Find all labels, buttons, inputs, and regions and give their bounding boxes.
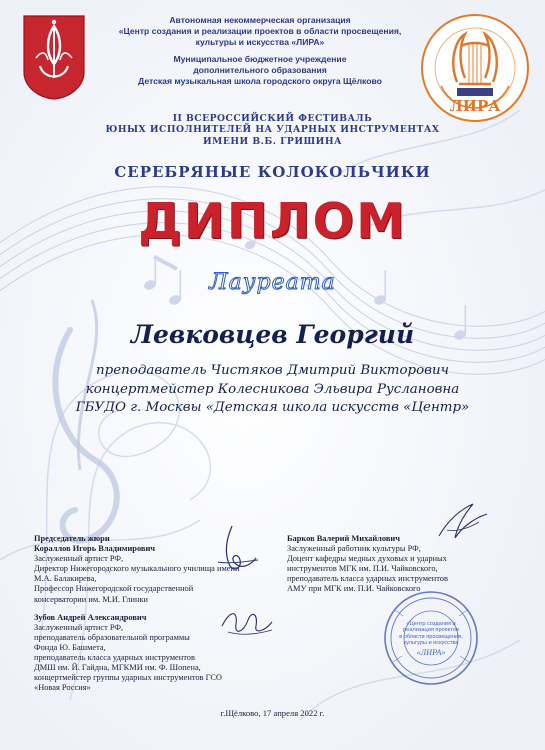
school-line: дополнительного образования bbox=[193, 64, 327, 75]
award-rank: Лауреата bbox=[209, 270, 336, 295]
signature-barkov bbox=[433, 500, 491, 542]
jury-credential: М.А. Балакирева, bbox=[34, 574, 97, 584]
jury-credential: Фонда Ю. Башмета, bbox=[34, 642, 106, 652]
jury-role: Председатель жюри bbox=[34, 534, 110, 543]
jury-credential: преподаватель класса ударных инструментов bbox=[287, 574, 448, 584]
jury-credential: Профессор Нижегородской государственной bbox=[34, 584, 194, 594]
jury-member bbox=[287, 534, 522, 595]
org-line: «Центр создания и реализации проектов в области просвещения, bbox=[118, 26, 402, 37]
org-line: Автономная некоммерческая организация bbox=[169, 15, 351, 25]
stamp-text-line: в области просвещения, bbox=[399, 633, 463, 640]
jury-credential: концертмейстер группы ударных инструментов ГСО bbox=[34, 673, 222, 683]
teacher-line: преподаватель Чистяков Дмитрий Викторович bbox=[96, 363, 449, 378]
stamp-text-line: «Центр создания и bbox=[406, 621, 456, 627]
festival-name: СЕРЕБРЯНЫЕ КОЛОКОЛЬЧИКИ bbox=[114, 163, 431, 181]
accompanist-line: концертмейстер Колесникова Эльвира Руслановна bbox=[85, 381, 460, 397]
jury-credential: Доцент кафедры медных духовых и ударных bbox=[287, 554, 447, 564]
jury-credential: «Новая Россия» bbox=[34, 683, 91, 693]
diploma-title: ДИПЛОМ bbox=[138, 193, 407, 250]
school-line: Детская музыкальная школа городского округа Щёлково bbox=[138, 76, 382, 87]
jury-name: Барков Валерий Михайлович bbox=[287, 534, 400, 543]
jury-credential: инструментов МГК им. П.И. Чайковского, bbox=[287, 564, 438, 574]
school-affiliation-line: ГБУДО г. Москвы «Детская школа искусств «Центр» bbox=[75, 400, 470, 415]
jury-credential: Заслуженный артист РФ, bbox=[34, 622, 124, 632]
stamp-text-line: реализация проектов bbox=[403, 627, 459, 634]
jury-credential: Заслуженный артист РФ, bbox=[34, 554, 124, 564]
signature-chairman bbox=[212, 522, 262, 574]
festival-title bbox=[80, 113, 465, 147]
festival-line: ЮНЫХ ИСПОЛНИТЕЛЕЙ НА УДАРНЫХ ИНСТРУМЕНТАХ bbox=[105, 124, 440, 136]
jury-credential: Директор Нижегородского музыкального училища имени bbox=[34, 564, 240, 574]
place-and-date: г.Щёлково, 17 апреля 2022 г. bbox=[220, 708, 325, 718]
jury-credential: консерватории им. М.И. Глинки bbox=[34, 594, 149, 604]
jury-name: Зубов Андрей Александрович bbox=[34, 612, 147, 622]
signature-zubov bbox=[218, 602, 276, 642]
stamp-text-line: культуры и искусства bbox=[403, 640, 459, 647]
jury-credential: АМУ при МГК им. П.И. Чайковского bbox=[287, 584, 421, 594]
jury-credential: преподаватель образовательной программы bbox=[34, 632, 190, 642]
stamp-brand: «ЛИРА» bbox=[416, 648, 446, 657]
jury-right-column bbox=[287, 534, 522, 595]
recipient-name: Левковцев Георгий bbox=[130, 320, 415, 349]
lyra-logo bbox=[419, 12, 531, 124]
org-line: культуры и искусства «ЛИРА» bbox=[195, 37, 325, 48]
jury-credential: Заслуженный работник культуры РФ, bbox=[287, 544, 421, 554]
jury-name: Кораллов Игорь Владимирович bbox=[34, 544, 156, 554]
lyra-logo-word: ЛИРА bbox=[449, 97, 501, 115]
recipient-details bbox=[60, 362, 485, 418]
festival-line: II ВСЕРОССИЙСКИЙ ФЕСТИВАЛЬ bbox=[172, 113, 373, 124]
festival-line: ИМЕНИ В.Б. ГРИШИНА bbox=[202, 135, 343, 147]
organizer-header bbox=[110, 15, 410, 87]
jury-credential: ДМШ им. Й. Гайдна, МГКМИ им. Ф. Шопена, bbox=[34, 663, 201, 673]
school-line: Муниципальное бюджетное учреждение bbox=[173, 53, 347, 64]
jury-credential: преподаватель класса ударных инструментов bbox=[34, 653, 195, 663]
city-coat-of-arms bbox=[22, 14, 86, 100]
